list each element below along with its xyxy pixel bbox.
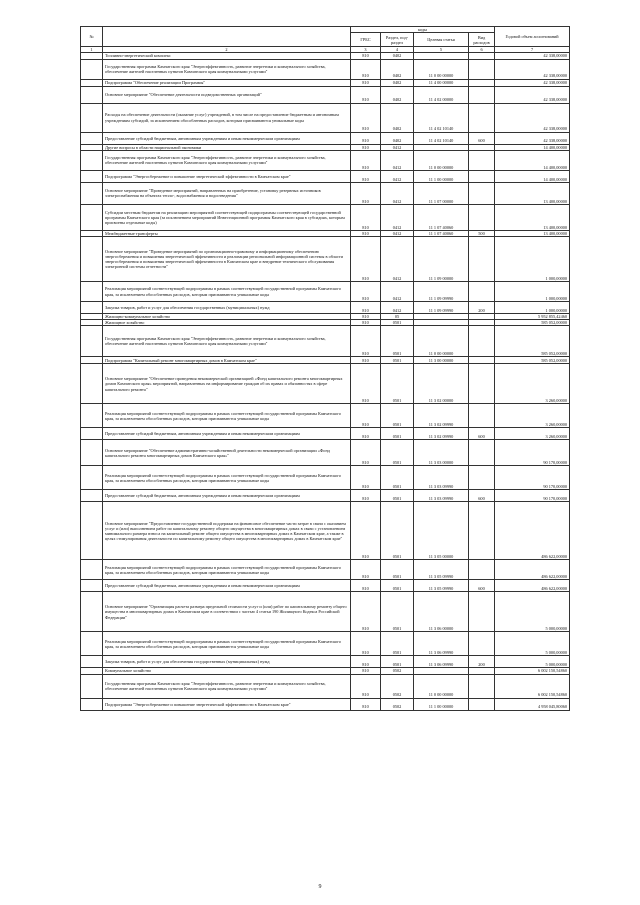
row-number xyxy=(81,302,103,314)
row-target-item-code: 11 1 00 00000 xyxy=(414,698,469,710)
header-target-item: Целевая статья xyxy=(414,33,469,47)
row-section-code: 0402 xyxy=(381,103,414,132)
row-grbs-code: 810 xyxy=(351,592,381,632)
table-row xyxy=(81,86,570,103)
header-annual-volume: Годовой объем ассигнований xyxy=(495,27,570,47)
row-grbs-code: 810 xyxy=(351,53,381,59)
row-number xyxy=(81,428,103,440)
row-amount: 3 260,00000 xyxy=(495,428,570,440)
row-number xyxy=(81,404,103,428)
row-amount: 14 400,00000 xyxy=(495,150,570,170)
column-number: 5 xyxy=(414,47,469,53)
row-name: Государственная программа Камчатского края "Энергоэффективность, развитие энергетики и коммунального хозяйства, обеспечение жителей населенных пунктов Камчатского края коммунальными услугами" xyxy=(103,674,351,698)
row-section-code: 0501 xyxy=(381,364,414,404)
column-number: 4 xyxy=(381,47,414,53)
row-target-item-code: 11 1 09 09990 xyxy=(414,302,469,314)
table-row xyxy=(81,560,570,580)
table-row xyxy=(81,282,570,302)
row-expense-type-code xyxy=(469,103,495,132)
row-section-code: 0502 xyxy=(381,668,414,674)
row-name: Коммунальное хозяйство xyxy=(103,668,351,674)
row-amount: 5 000,00000 xyxy=(495,632,570,656)
row-target-item-code: 11 3 03 00000 xyxy=(414,440,469,466)
row-name: Межбюджетные трансферты xyxy=(103,230,351,236)
row-target-item-code: 11 0 00 00000 xyxy=(414,59,469,79)
row-number xyxy=(81,364,103,404)
row-number xyxy=(81,466,103,490)
row-expense-type-code: 600 xyxy=(469,428,495,440)
table-row xyxy=(81,656,570,668)
row-target-item-code: 11 4 00 00000 xyxy=(414,79,469,86)
table-row xyxy=(81,502,570,560)
row-number xyxy=(81,326,103,357)
header-number: № xyxy=(81,27,103,47)
row-expense-type-code xyxy=(469,237,495,282)
row-amount: 1 000,00000 xyxy=(495,302,570,314)
row-target-item-code: 11 3 03 09990 xyxy=(414,490,469,502)
row-section-code: 0412 xyxy=(381,230,414,236)
row-amount: 4 958 045,80060 xyxy=(495,698,570,710)
table-row xyxy=(81,592,570,632)
row-name: Закупка товаров, работ и услуг для обеспечения государственных (муниципальных) нужд xyxy=(103,302,351,314)
row-target-item-code: 11 3 02 09990 xyxy=(414,404,469,428)
row-expense-type-code xyxy=(469,632,495,656)
row-expense-type-code: 600 xyxy=(469,580,495,592)
row-target-item-code: 11 0 00 00000 xyxy=(414,326,469,357)
table-row xyxy=(81,404,570,428)
row-name: Основное мероприятие "Проведение мероприятий по организационно-правовому и информационному обеспечению энергосбережения и повышения энергетической эффективности и реализации региональной информационной системы в области энергосбережения и повышения энергетической эффективности в Камчатском крае и внедрение технического обслуживания электронной системы отчетности" xyxy=(103,237,351,282)
row-expense-type-code xyxy=(469,204,495,230)
row-target-item-code: 11 3 06 09990 xyxy=(414,656,469,668)
row-name: Топливно-энергетический комплекс xyxy=(103,53,351,59)
row-amount: 42 338,00000 xyxy=(495,103,570,132)
row-grbs-code: 810 xyxy=(351,237,381,282)
row-grbs-code: 810 xyxy=(351,440,381,466)
row-amount: 5 000,00000 xyxy=(495,592,570,632)
row-section-code: 0501 xyxy=(381,580,414,592)
table-row xyxy=(81,428,570,440)
table-row xyxy=(81,440,570,466)
row-target-item-code: 11 1 07 00000 xyxy=(414,182,469,204)
table-row xyxy=(81,580,570,592)
row-amount: 486 622,00000 xyxy=(495,560,570,580)
row-number xyxy=(81,560,103,580)
row-amount: 42 338,00000 xyxy=(495,132,570,144)
row-amount: 90 170,00000 xyxy=(495,466,570,490)
row-amount: 6 002 150,54860 xyxy=(495,668,570,674)
row-section-code: 0501 xyxy=(381,560,414,580)
row-grbs-code: 810 xyxy=(351,150,381,170)
row-target-item-code: 11 1 07 40060 xyxy=(414,230,469,236)
row-grbs-code: 810 xyxy=(351,314,381,320)
row-name: Жилищное хозяйство xyxy=(103,320,351,326)
row-amount: 5 000,00000 xyxy=(495,656,570,668)
budget-allocation-table xyxy=(80,26,570,711)
row-name: Предоставление субсидий бюджетным, автономным учреждениям и иным некоммерческим организациям xyxy=(103,490,351,502)
row-number xyxy=(81,580,103,592)
row-amount: 3 260,00000 xyxy=(495,364,570,404)
row-section-code: 0501 xyxy=(381,632,414,656)
row-target-item-code: 11 3 03 09990 xyxy=(414,466,469,490)
row-grbs-code: 810 xyxy=(351,182,381,204)
row-section-code: 0412 xyxy=(381,182,414,204)
row-section-code: 0412 xyxy=(381,150,414,170)
row-name: Реализация мероприятий соответствующей подпрограммы в рамках соответствующей государственной программы Камчатского края, за исключением обособленных расходов, которым присваиваются уникальные коды xyxy=(103,632,351,656)
column-number: 3 xyxy=(351,47,381,53)
row-expense-type-code xyxy=(469,560,495,580)
row-expense-type-code: 200 xyxy=(469,302,495,314)
row-grbs-code: 810 xyxy=(351,490,381,502)
row-number xyxy=(81,204,103,230)
row-number xyxy=(81,656,103,668)
row-grbs-code: 810 xyxy=(351,230,381,236)
row-name: Предоставление субсидий бюджетным, автономным учреждениям и иным некоммерческим организациям xyxy=(103,132,351,144)
row-target-item-code: 11 4 02 10140 xyxy=(414,132,469,144)
row-expense-type-code xyxy=(469,466,495,490)
row-amount: 486 622,00000 xyxy=(495,502,570,560)
row-expense-type-code xyxy=(469,502,495,560)
row-grbs-code: 810 xyxy=(351,668,381,674)
row-name: Подпрограмма "Капитальный ремонт многоквартирных домов в Камчатском крае" xyxy=(103,357,351,364)
row-grbs-code: 810 xyxy=(351,302,381,314)
row-name: Государственная программа Камчатского края "Энергоэффективность, развитие энергетики и коммунального хозяйства, обеспечение жителей населенных пунктов Камчатского края коммунальными услугами" xyxy=(103,150,351,170)
row-grbs-code: 810 xyxy=(351,132,381,144)
row-number xyxy=(81,440,103,466)
row-name: Подпрограмма "Обеспечение реализации Программы" xyxy=(103,79,351,86)
header-expense-type: Вид расходов xyxy=(469,33,495,47)
row-name: Основное мероприятие "Обеспечение деятельности подведомственных организаций" xyxy=(103,86,351,103)
row-grbs-code: 810 xyxy=(351,674,381,698)
row-expense-type-code xyxy=(469,182,495,204)
row-section-code: 0412 xyxy=(381,282,414,302)
row-number xyxy=(81,282,103,302)
row-expense-type-code: 600 xyxy=(469,132,495,144)
column-number: 2 xyxy=(103,47,351,53)
table-row xyxy=(81,59,570,79)
row-section-code: 0402 xyxy=(381,79,414,86)
row-expense-type-code xyxy=(469,698,495,710)
row-target-item-code: 11 1 09 00000 xyxy=(414,237,469,282)
row-expense-type-code: 500 xyxy=(469,230,495,236)
table-row xyxy=(81,302,570,314)
row-target-item-code: 11 3 06 00000 xyxy=(414,592,469,632)
row-expense-type-code xyxy=(469,364,495,404)
row-name: Реализация мероприятий соответствующей подпрограммы в рамках соответствующей государственной программы Камчатского края, за исключением обособленных расходов, которым присваиваются уникальные коды xyxy=(103,560,351,580)
row-section-code: 0501 xyxy=(381,466,414,490)
row-target-item-code: 11 3 02 09990 xyxy=(414,428,469,440)
row-section-code: 0412 xyxy=(381,237,414,282)
row-section-code: 0501 xyxy=(381,357,414,364)
row-name: Государственная программа Камчатского края "Энергоэффективность, развитие энергетики и коммунального хозяйства, обеспечение жителей населенных пунктов Камчатского края коммунальными услугами" xyxy=(103,326,351,357)
row-amount: 14 400,00000 xyxy=(495,170,570,182)
row-number xyxy=(81,502,103,560)
row-section-code: 0501 xyxy=(381,440,414,466)
column-number: 6 xyxy=(469,47,495,53)
row-grbs-code: 810 xyxy=(351,282,381,302)
row-section-code: 0501 xyxy=(381,502,414,560)
row-number xyxy=(81,150,103,170)
row-section-code: 0501 xyxy=(381,490,414,502)
table-row xyxy=(81,150,570,170)
row-name: Основное мероприятие "Предоставление государственной поддержки на финансовое обеспечение части затрат в связи с оказанием услуг и (или) выполнением работ по капитальному ремонту общего имущества в многоквартирных домах в связи с установлением минимального размера взноса на капитальный ремонт общего имущества в многоквартирных домах в Камчатском крае, а также в целях стимулирования деятельности по капитальному ремонту общего имущества в многоквартирных домах в Камчатском крае" xyxy=(103,502,351,560)
row-name: Другие вопросы в области национальной экономики xyxy=(103,144,351,150)
row-expense-type-code xyxy=(469,404,495,428)
row-section-code: 0412 xyxy=(381,204,414,230)
row-expense-type-code xyxy=(469,326,495,357)
row-number xyxy=(81,632,103,656)
row-amount: 1 000,00000 xyxy=(495,237,570,282)
row-number xyxy=(81,237,103,282)
row-number xyxy=(81,674,103,698)
row-grbs-code: 810 xyxy=(351,404,381,428)
row-target-item-code: 11 0 00 00000 xyxy=(414,674,469,698)
row-number xyxy=(81,132,103,144)
table-row xyxy=(81,674,570,698)
row-amount: 13 400,00000 xyxy=(495,204,570,230)
header-name xyxy=(103,27,351,47)
row-number xyxy=(81,86,103,103)
row-target-item-code: 11 3 05 09990 xyxy=(414,560,469,580)
row-number xyxy=(81,490,103,502)
row-section-code: 0412 xyxy=(381,170,414,182)
row-name: Предоставление субсидий бюджетным, автономным учреждениям и иным некоммерческим организациям xyxy=(103,580,351,592)
header-section: Раздел, под-раздел xyxy=(381,33,414,47)
row-target-item-code: 11 3 00 00000 xyxy=(414,357,469,364)
row-section-code: 0402 xyxy=(381,53,414,59)
row-amount: 42 338,00000 xyxy=(495,79,570,86)
row-target-item-code: 11 0 00 00000 xyxy=(414,150,469,170)
row-section-code: 0412 xyxy=(381,302,414,314)
row-name: Субсидии местным бюджетам на реализацию мероприятий соответствующей подпрограммы соответствующей государственной программы Камчатского края (за исключением мероприятий Инвестиционной программы Камчатского края в субсидиях, которым присвоены отдельные коды) xyxy=(103,204,351,230)
row-grbs-code: 810 xyxy=(351,86,381,103)
row-target-item-code: 11 1 00 00000 xyxy=(414,170,469,182)
row-grbs-code: 810 xyxy=(351,656,381,668)
row-section-code: 0501 xyxy=(381,404,414,428)
column-number: 7 xyxy=(495,47,570,53)
row-grbs-code: 810 xyxy=(351,59,381,79)
row-number xyxy=(81,79,103,86)
row-expense-type-code xyxy=(469,86,495,103)
table-row xyxy=(81,103,570,132)
page-number: 9 xyxy=(318,884,322,890)
row-number xyxy=(81,592,103,632)
row-expense-type-code xyxy=(469,592,495,632)
row-target-item-code: 11 4 02 10140 xyxy=(414,103,469,132)
row-section-code: 0501 xyxy=(381,320,414,326)
row-name: Жилищно-коммунальное хозяйство xyxy=(103,314,351,320)
header-grbs: ГРБС xyxy=(351,33,381,47)
row-amount: 42 338,00000 xyxy=(495,59,570,79)
row-section-code: 0501 xyxy=(381,428,414,440)
row-expense-type-code xyxy=(469,357,495,364)
header-codes: коды xyxy=(351,27,495,33)
row-target-item-code: 11 3 05 09990 xyxy=(414,580,469,592)
row-amount: 3 260,00000 xyxy=(495,404,570,428)
row-target-item-code: 11 4 02 00000 xyxy=(414,86,469,103)
row-section-code: 0412 xyxy=(381,144,414,150)
row-name: Закупка товаров, работ и услуг для обеспечения государственных (муниципальных) нужд xyxy=(103,656,351,668)
row-amount: 14 400,00000 xyxy=(495,144,570,150)
table-row xyxy=(81,698,570,710)
row-expense-type-code xyxy=(469,170,495,182)
row-amount: 585 052,00000 xyxy=(495,326,570,357)
row-grbs-code: 810 xyxy=(351,698,381,710)
row-grbs-code: 810 xyxy=(351,103,381,132)
row-grbs-code: 810 xyxy=(351,320,381,326)
table-row xyxy=(81,182,570,204)
column-number: 1 xyxy=(81,47,103,53)
row-amount: 13 400,00000 xyxy=(495,230,570,236)
row-amount: 1 000,00000 xyxy=(495,282,570,302)
table-row xyxy=(81,490,570,502)
row-expense-type-code: 200 xyxy=(469,656,495,668)
row-name: Государственная программа Камчатского края "Энергоэффективность, развитие энергетики и коммунального хозяйства, обеспечение жителей населенных пунктов Камчатского края коммунальными услугами" xyxy=(103,59,351,79)
row-target-item-code: 11 1 07 40060 xyxy=(414,204,469,230)
row-expense-type-code: 600 xyxy=(469,490,495,502)
table-row xyxy=(81,466,570,490)
row-grbs-code: 810 xyxy=(351,144,381,150)
row-name: Реализация мероприятий соответствующей подпрограммы в рамках соответствующей государственной программы Камчатского края, за исключением обособленных расходов, которым присваиваются уникальные коды xyxy=(103,282,351,302)
row-target-item-code: 11 3 02 00000 xyxy=(414,364,469,404)
row-name: Подпрограмма "Энергосбережение и повышение энергетической эффективности в Камчатском крае" xyxy=(103,698,351,710)
row-amount: 486 622,00000 xyxy=(495,580,570,592)
table-row xyxy=(81,79,570,86)
row-amount: 585 052,00000 xyxy=(495,357,570,364)
row-name: Предоставление субсидий бюджетным, автономным учреждениям и иным некоммерческим организациям xyxy=(103,428,351,440)
row-section-code: 0501 xyxy=(381,656,414,668)
row-number xyxy=(81,170,103,182)
table-row xyxy=(81,357,570,364)
row-name: Основное мероприятие "Проведение мероприятий, направленных на приобретение, установку резервных источников электроснабжения на объектах тепло-, водоснабжения и водоотведения" xyxy=(103,182,351,204)
table-row xyxy=(81,364,570,404)
row-section-code: 0501 xyxy=(381,326,414,357)
row-name: Подпрограмма "Энергосбережение и повышение энергетической эффективности в Камчатском крае" xyxy=(103,170,351,182)
row-grbs-code: 810 xyxy=(351,357,381,364)
row-number xyxy=(81,59,103,79)
table-body xyxy=(81,53,570,710)
row-grbs-code: 810 xyxy=(351,326,381,357)
row-section-code: 0502 xyxy=(381,698,414,710)
row-name: Основное мероприятие "Обеспечение административно-хозяйственной деятельности некоммерческой организации «Фонд капитального ремонта многоквартирных домов Камчатского края»" xyxy=(103,440,351,466)
row-grbs-code: 810 xyxy=(351,170,381,182)
row-expense-type-code xyxy=(469,150,495,170)
row-amount: 90 170,00000 xyxy=(495,440,570,466)
table-row xyxy=(81,132,570,144)
row-name: Реализация мероприятий соответствующей подпрограммы в рамках соответствующей государственной программы Камчатского края, за исключением обособленных расходов, которым присваиваются уникальные коды xyxy=(103,466,351,490)
table-row xyxy=(81,632,570,656)
row-number xyxy=(81,698,103,710)
row-number xyxy=(81,182,103,204)
row-amount: 42 338,00000 xyxy=(495,86,570,103)
row-number xyxy=(81,103,103,132)
row-amount: 13 400,00000 xyxy=(495,182,570,204)
row-name: Расходы на обеспечение деятельности (оказание услуг) учреждений, в том числе на предоставление бюджетным и автономным учреждениям субсидий, за исключением обособленных расходов, которым присваиваются уникальные коды xyxy=(103,103,351,132)
row-grbs-code: 810 xyxy=(351,560,381,580)
row-target-item-code: 11 1 09 09990 xyxy=(414,282,469,302)
row-expense-type-code xyxy=(469,59,495,79)
row-grbs-code: 810 xyxy=(351,502,381,560)
row-amount: 42 338,00000 xyxy=(495,53,570,59)
row-number xyxy=(81,357,103,364)
row-grbs-code: 810 xyxy=(351,632,381,656)
row-target-item-code: 11 3 05 00000 xyxy=(414,502,469,560)
table-row xyxy=(81,170,570,182)
row-expense-type-code xyxy=(469,674,495,698)
row-section-code: 0402 xyxy=(381,86,414,103)
row-section-code: 0502 xyxy=(381,674,414,698)
row-expense-type-code xyxy=(469,440,495,466)
row-name: Основное мероприятие "Организация расчета размера предельной стоимости услуг и (или) работ по капитальному ремонту общего имущества в многоквартирных домах в Камчатском крае в соответствии с частью 4 статьи 190 Жилищного Кодекса Российской Федерации" xyxy=(103,592,351,632)
row-grbs-code: 810 xyxy=(351,204,381,230)
row-grbs-code: 810 xyxy=(351,428,381,440)
row-section-code: 0402 xyxy=(381,59,414,79)
row-name: Реализация мероприятий соответствующей подпрограммы в рамках соответствующей государственной программы Камчатского края, за исключением обособленных расходов, которым присваиваются уникальные коды xyxy=(103,404,351,428)
table-row xyxy=(81,237,570,282)
row-amount: 90 170,00000 xyxy=(495,490,570,502)
row-section-code: 05 xyxy=(381,314,414,320)
row-expense-type-code xyxy=(469,282,495,302)
row-section-code: 0501 xyxy=(381,592,414,632)
row-amount: 5 952 855,42460 xyxy=(495,314,570,320)
row-grbs-code: 810 xyxy=(351,580,381,592)
table-row xyxy=(81,204,570,230)
row-name: Основное мероприятие "Обеспечение проведения некоммерческой организацией «Фонд капитального ремонта многоквартирных домов Камчатского края» мероприятий, направленных на информирование граждан об их правах и обязанностях в сфере капитального ремонта" xyxy=(103,364,351,404)
table-row xyxy=(81,326,570,357)
row-expense-type-code xyxy=(469,79,495,86)
row-section-code: 0402 xyxy=(381,132,414,144)
row-grbs-code: 810 xyxy=(351,364,381,404)
row-amount: 585 052,00000 xyxy=(495,320,570,326)
row-grbs-code: 810 xyxy=(351,466,381,490)
row-target-item-code: 11 3 06 09990 xyxy=(414,632,469,656)
row-grbs-code: 810 xyxy=(351,79,381,86)
row-amount: 6 002 150,54860 xyxy=(495,674,570,698)
